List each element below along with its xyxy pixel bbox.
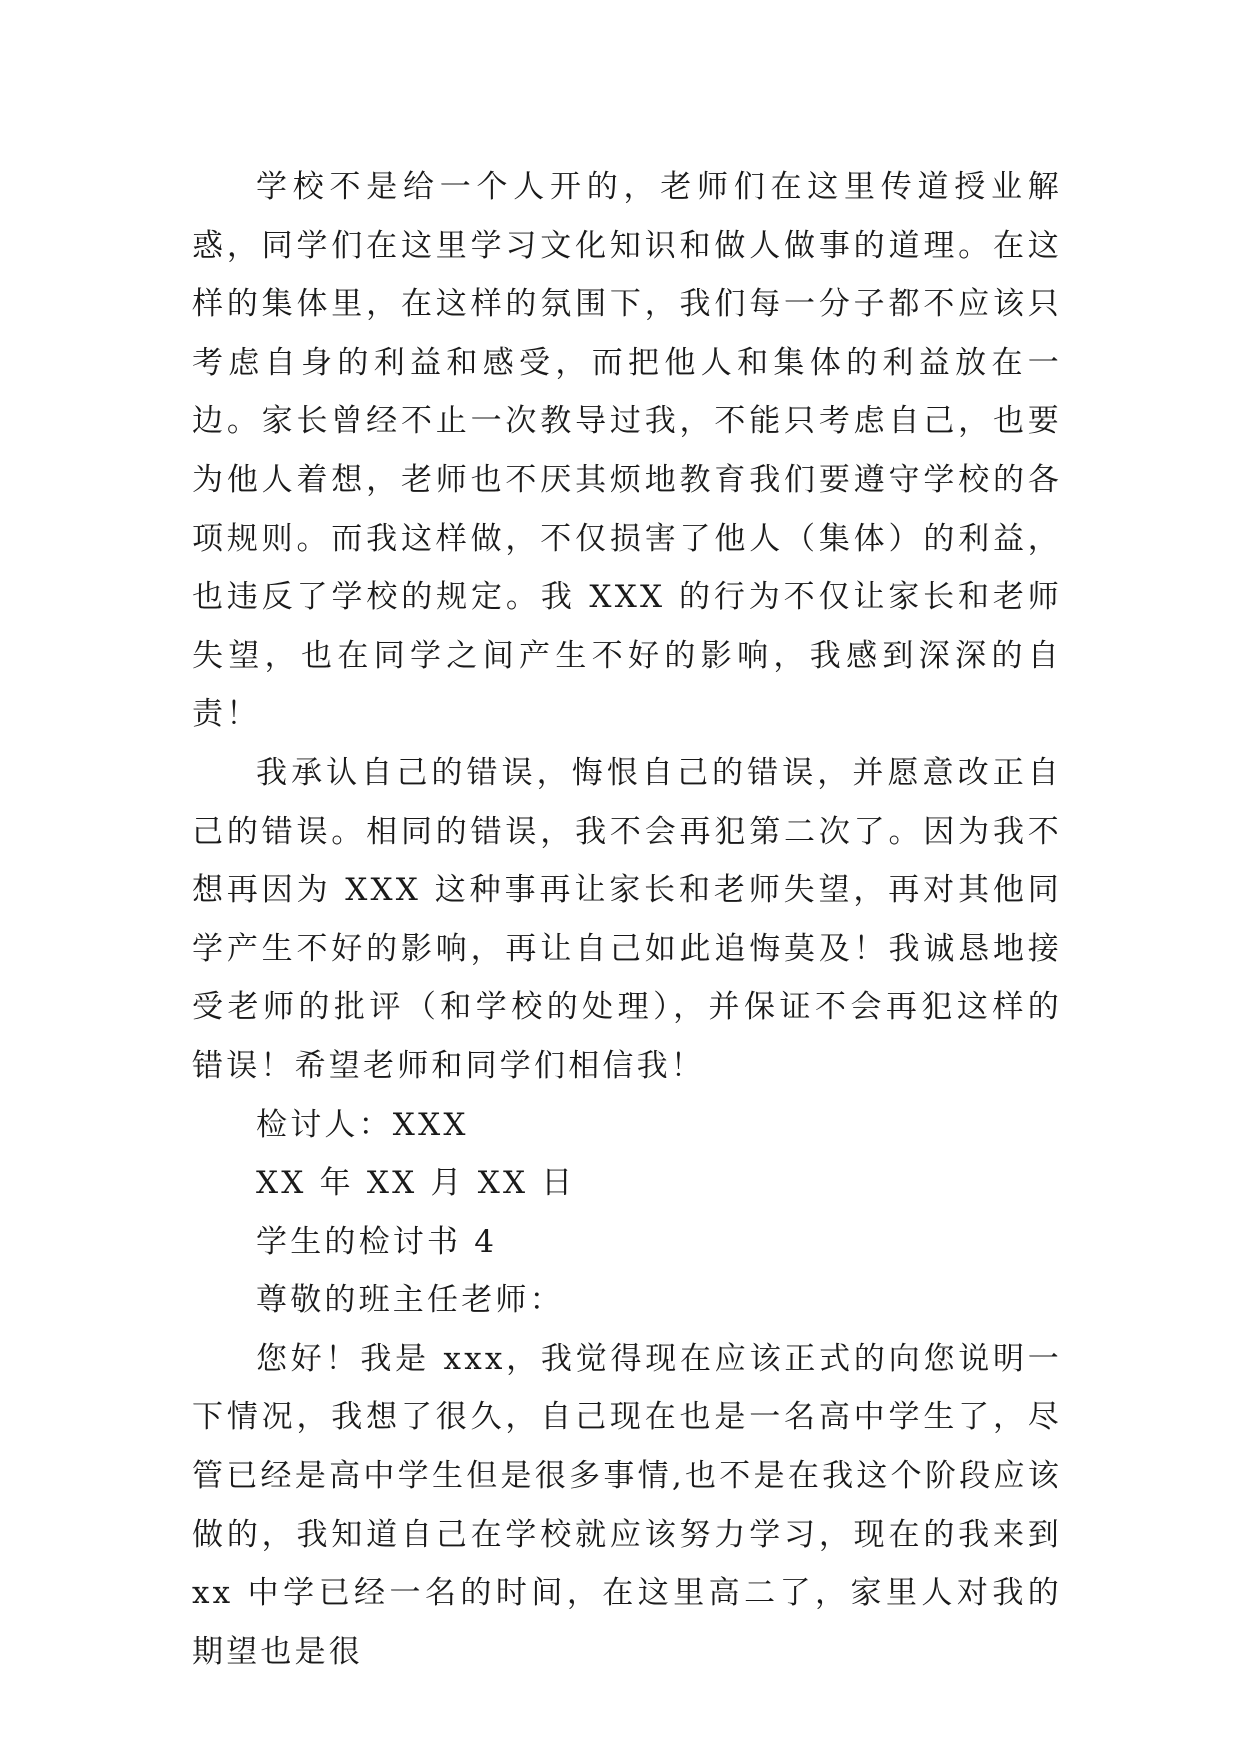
date-line: XX 年 XX 月 XX 日	[256, 1165, 576, 1202]
signature-line: 检讨人：XXX	[256, 1106, 469, 1143]
paragraph-greeting: 您好！我是 xxx，我觉得现在应该正式的向您说明一下情况，我想了很久，自己现在也是一名高中学生了，尽管已经是高中学生但是很多事情,也不是在我这个阶段应该做的，我知道自己在学校就应该努力学习，现在的我来到 xx 中学已经一名的时间，在这里高二了，家里人对我的期望也是很	[192, 1340, 1062, 1670]
document-body	[192, 158, 1062, 1681]
salutation-line: 尊敬的班主任老师：	[256, 1282, 564, 1319]
section-title: 学生的检讨书 4	[256, 1223, 498, 1260]
paragraph-admit-mistake: 我承认自己的错误，悔恨自己的错误，并愿意改正自己的错误。相同的错误，我不会再犯第二次了。因为我不想再因为 XXX 这种事再让家长和老师失望，再对其他同学产生不好的影响，再让自己如此追悔莫及！我诚恳地接受老师的批评（和学校的处理），并保证不会再犯这样的错误！希望老师和同学们相信我！	[192, 754, 1062, 1084]
paragraph-collective-interest: 学校不是给一个人开的，老师们在这里传道授业解惑，同学们在这里学习文化知识和做人做事的道理。在这样的集体里，在这样的氛围下，我们每一分子都不应该只考虑自身的利益和感受，而把他人和集体的利益放在一边。家长曾经不止一次教导过我，不能只考虑自己，也要为他人着想，老师也不厌其烦地教育我们要遵守学校的各项规则。而我这样做，不仅损害了他人（集体）的利益，也违反了学校的规定。我 XXX 的行为不仅让家长和老师失望，也在同学之间产生不好的影响，我感到深深的自责！	[192, 169, 1062, 733]
